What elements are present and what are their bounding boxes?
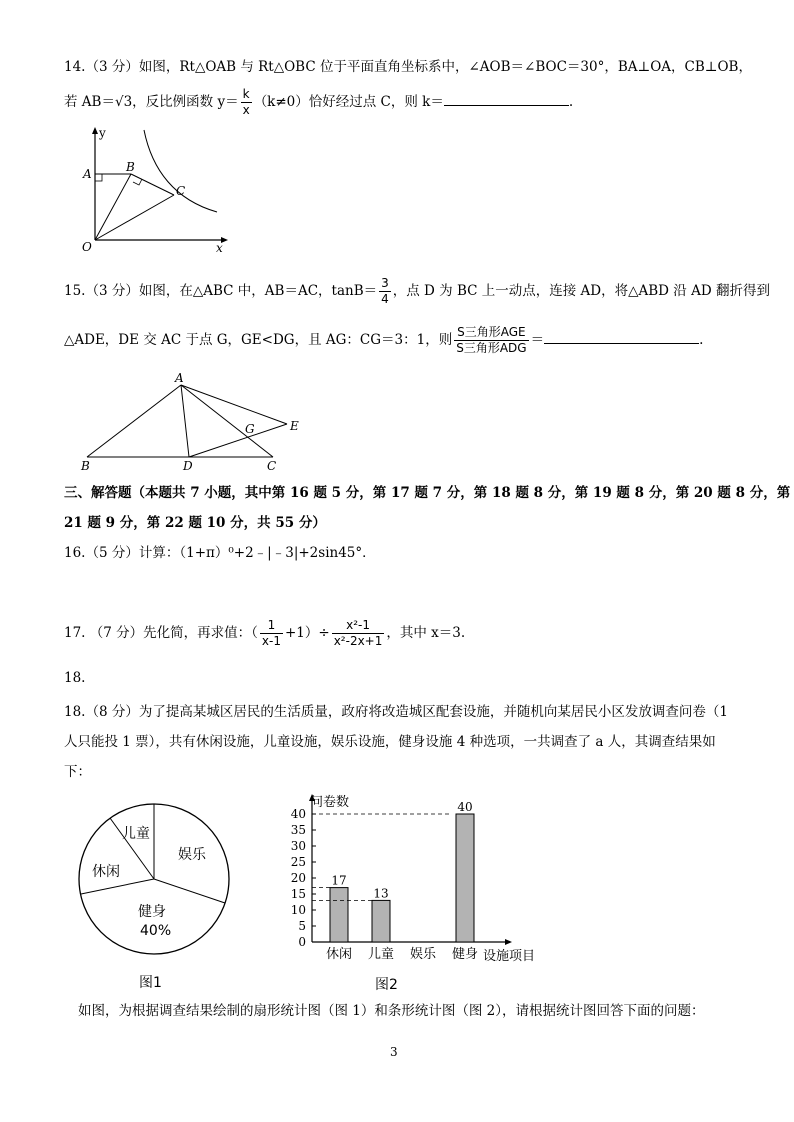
q14-label-C: C <box>176 184 186 198</box>
bar-xlabel: 设施项目 <box>483 949 536 964</box>
q15-label-D: D <box>183 459 193 473</box>
bar-fig-label: 图2 <box>375 977 398 993</box>
q18-caption: 如图，为根据调查结果绘制的扇形统计图（图 1）和条形统计图（图 2），请根据统计图回答下面的问题： <box>78 1003 705 1019</box>
pie-label-jianshen: 健身 <box>138 904 166 920</box>
q18-line3: 下： <box>64 764 91 780</box>
bar-y-tick-label: 40 <box>290 807 306 821</box>
q14-fraction: $\frac{k}{x}$ <box>242 87 250 117</box>
q15-ratio-fraction: $\frac{\text{S三角形AGE}}{\text{S三角形ADG}}$ <box>456 325 527 355</box>
q14-answer-blank <box>444 92 569 106</box>
bar-y-tick-label: 10 <box>290 903 306 917</box>
bar-y-tick-label: 20 <box>290 871 306 885</box>
page-number: 3 <box>390 1045 398 1059</box>
q15-line1: 15.（3 分）如图，在△ABC 中，AB＝AC，tanB＝ $\frac{3}{4}$ ，点 D 为 BC 上一动点，连接 AD，将△ABD 沿 AD 翻折得到 <box>64 276 770 306</box>
pie-chart <box>78 795 238 995</box>
bar-category-label: 休闲 <box>325 947 353 962</box>
q18-line1: 18.（8 分）为了提高某城区居民的生活质量，政府将改造城区配套设施，并随机向某居民小区发放调查问卷（1 <box>64 704 728 720</box>
bar-value-label: 13 <box>373 886 389 901</box>
bar-x-axis-arrow <box>505 939 512 945</box>
q17-text: 17. （7 分）先化简，再求值：（ $\frac{1}{x-1}$ +1）÷ $\frac{\text{x²-1}}{\text{x²-2x+1}}$ ，其中 x＝3. <box>64 618 466 648</box>
q15-label-G: G <box>245 422 255 436</box>
bar-y-tick-label: 15 <box>290 887 306 901</box>
bar-value-label: 17 <box>331 873 347 888</box>
pie-label-yule: 娱乐 <box>178 847 206 863</box>
pie-fig-label: 图1 <box>139 975 162 991</box>
section3-title-line1: 三、解答题（本题共 7 小题，其中第 16 题 5 分，第 17 题 7 分，第 18 题 8 分，第 19 题 8 分，第 20 题 8 分，第 <box>64 485 791 501</box>
bar-ylabel: 问卷数 <box>310 795 350 810</box>
pie-label-jianshen-percent: 40% <box>140 923 172 939</box>
pie-label-xiuxian: 休闲 <box>92 864 120 880</box>
bar-y-tick-label: 30 <box>290 839 306 853</box>
q17-fraction-1: $\frac{1}{x-1}$ <box>261 618 281 648</box>
bar-y-tick-label: 5 <box>298 919 306 933</box>
q15-tan-fraction: $\frac{3}{4}$ <box>381 276 389 306</box>
bar-category-label: 健身 <box>451 947 479 962</box>
q15-answer-blank <box>544 330 699 344</box>
bar-y-tick-label: 25 <box>290 855 306 869</box>
q14-label-A: A <box>83 167 92 181</box>
q15-label-A: A <box>175 371 184 385</box>
q15-label-B: B <box>81 459 90 473</box>
q15-line2: △ADE，DE 交 AC 于点 G，GE<DG，且 AG：CG＝3：1，则 $\frac{\text{S三角形AGE}}{\text{S三角形ADG}}$ ＝ . <box>64 325 704 355</box>
bar-休闲 <box>330 888 348 942</box>
q15-label-E: E <box>290 419 299 433</box>
q18-line2: 人只能投 1 票），共有休闲设施，儿童设施，娱乐设施，健身设施 4 种选项，一共调查了 a 人，其调查结果如 <box>64 734 716 750</box>
q14-figure <box>80 125 240 255</box>
q16-text: 16.（5 分）计算：（1+π）⁰+2﹣|﹣3|+2sin45°． <box>64 545 376 561</box>
bar-y-tick-label: 0 <box>298 935 306 949</box>
bar-category-label: 儿童 <box>367 947 395 962</box>
q18-number-label: 18. <box>64 670 86 686</box>
q14-label-B: B <box>126 160 135 174</box>
pie-label-ertong: 儿童 <box>122 826 150 842</box>
bar-y-tick-label: 35 <box>290 823 306 837</box>
bar-value-label: 40 <box>457 800 473 814</box>
q14-label-y: y <box>99 126 106 140</box>
q14-label-x: x <box>216 241 223 255</box>
bar-category-label: 娱乐 <box>409 947 437 962</box>
q14-label-O: O <box>82 240 92 254</box>
q15-label-C: C <box>267 459 277 473</box>
q17-fraction-2: $\frac{\text{x²-1}}{\text{x²-2x+1}}$ <box>333 618 383 648</box>
bar-健身 <box>456 814 474 942</box>
q15-figure <box>75 370 315 475</box>
bar-chart <box>280 790 560 995</box>
q14-line1: 14.（3 分）如图，Rt△OAB 与 Rt△OBC 位于平面直角坐标系中，∠AOB＝∠BOC＝30°，BA⊥OA，CB⊥OB， <box>64 59 752 75</box>
section3-title-line2: 21 题 9 分，第 22 题 10 分，共 55 分） <box>64 515 326 531</box>
bar-儿童 <box>372 900 390 942</box>
q14-line2: 若 AB＝√3，反比例函数 y＝ $\frac{k}{x}$ （k≠0）恰好经过点 C，则 k＝ . <box>64 87 574 117</box>
